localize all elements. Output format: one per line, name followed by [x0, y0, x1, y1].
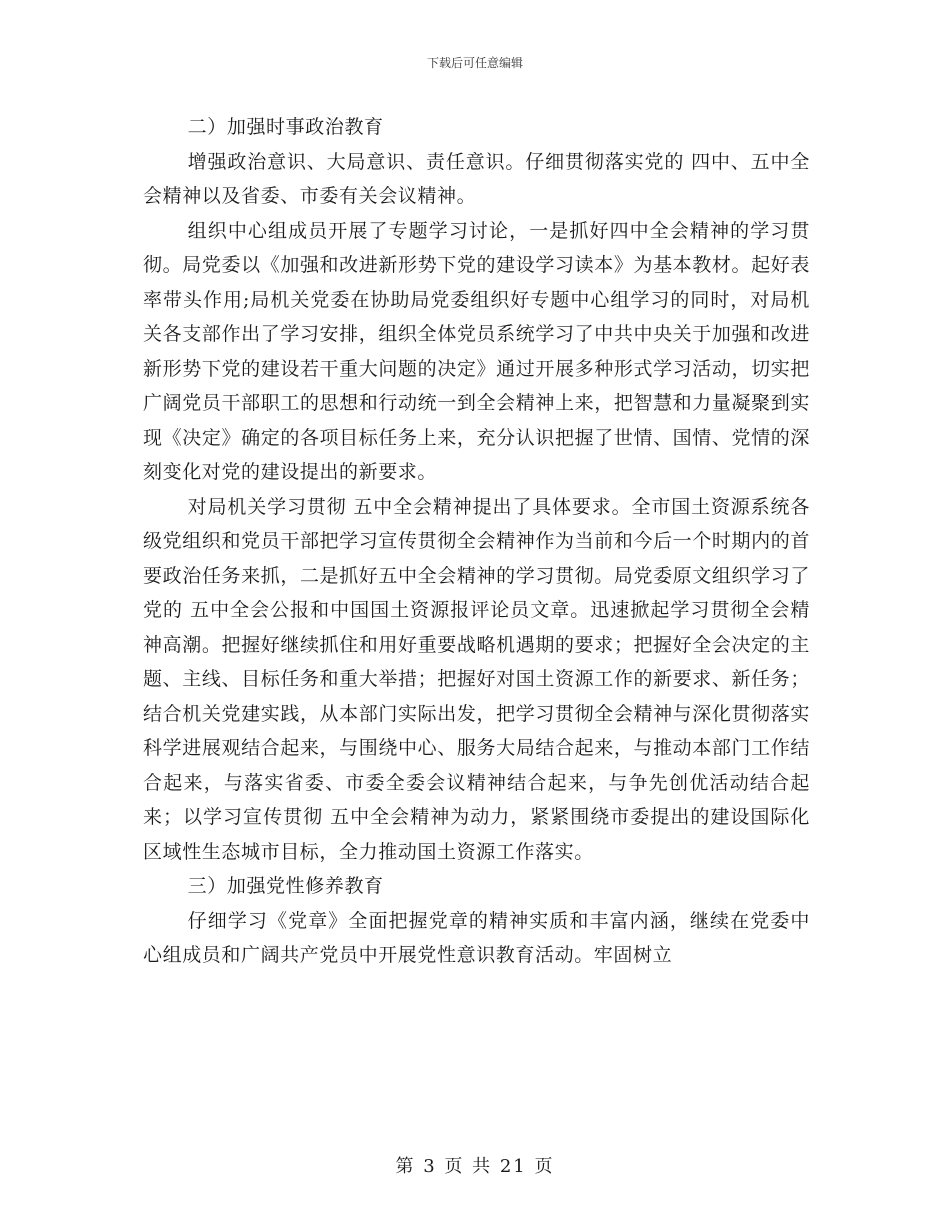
paragraph: 对局机关学习贯彻 五中全会精神提出了具体要求。全市国土资源系统各级党组织和党员干部把学习宣传贯彻全会精神作为当前和今后一个时期内的首要政治任务来抓，二是抓好五中全会精神的学习贯彻。局党委原文组织学习了党的 五中全会公报和中国国土资源报评论员文章。迅速掀起学习贯彻全会精神高潮。把握好继续抓住和用好重要战略机遇期的要求；把握好全会决定的主题、主线、目标任务和重大举措；把握好对国土资源工作的新要求、新任务；结合机关党建实践，从本部门实际出发，把学习贯彻全会精神与深化贯彻落实科学进展观结合起来，与围绕中心、服务大局结合起来，与推动本部门工作结合起来，与落实省委、市委全委会议精神结合起来，与争先创优活动结合起来；以学习宣传贯彻 五中全会精神为动力，紧紧围绕市委提出的建设国际化区域性生态城市目标，全力推动国土资源工作落实。 — [143, 495, 810, 863]
section-heading-2: 二）加强时事政治教育 — [187, 116, 384, 138]
section-heading-3: 三）加强党性修养教育 — [187, 875, 384, 897]
paragraph: 增强政治意识、大局意识、责任意识。仔细贯彻落实党的 四中、五中全会精神以及省委、市委有关会议精神。 — [143, 150, 810, 207]
paragraph: 组织中心组成员开展了专题学习讨论，一是抓好四中全会精神的学习贯彻。局党委以《加强和改进新形势下党的建设学习读本》为基本教材。起好表率带头作用;局机关党委在协助局党委组织好专题中心组学习的同时，对局机关各支部作出了学习安排，组织全体党员系统学习了中共中央关于加强和改进新形势下党的建设若干重大问题的决定》通过开展多种形式学习活动，切实把广阔党员干部职工的思想和行动统一到全会精神上来，把智慧和力量凝聚到实现《决定》确定的各项目标任务上来，充分认识把握了世情、国情、党情的深刻变化对党的建设提出的新要求。 — [143, 219, 810, 483]
paragraph: 仔细学习《党章》全面把握党章的精神实质和丰富内涵，继续在党委中心组成员和广阔共产党员中开展党性意识教育活动。牢固树立 — [143, 909, 810, 966]
page-number-footer: 第 3 页 共 21 页 — [395, 1156, 555, 1177]
document-body — [143, 110, 810, 973]
page-header: 下载后可任意编辑 — [426, 56, 523, 70]
